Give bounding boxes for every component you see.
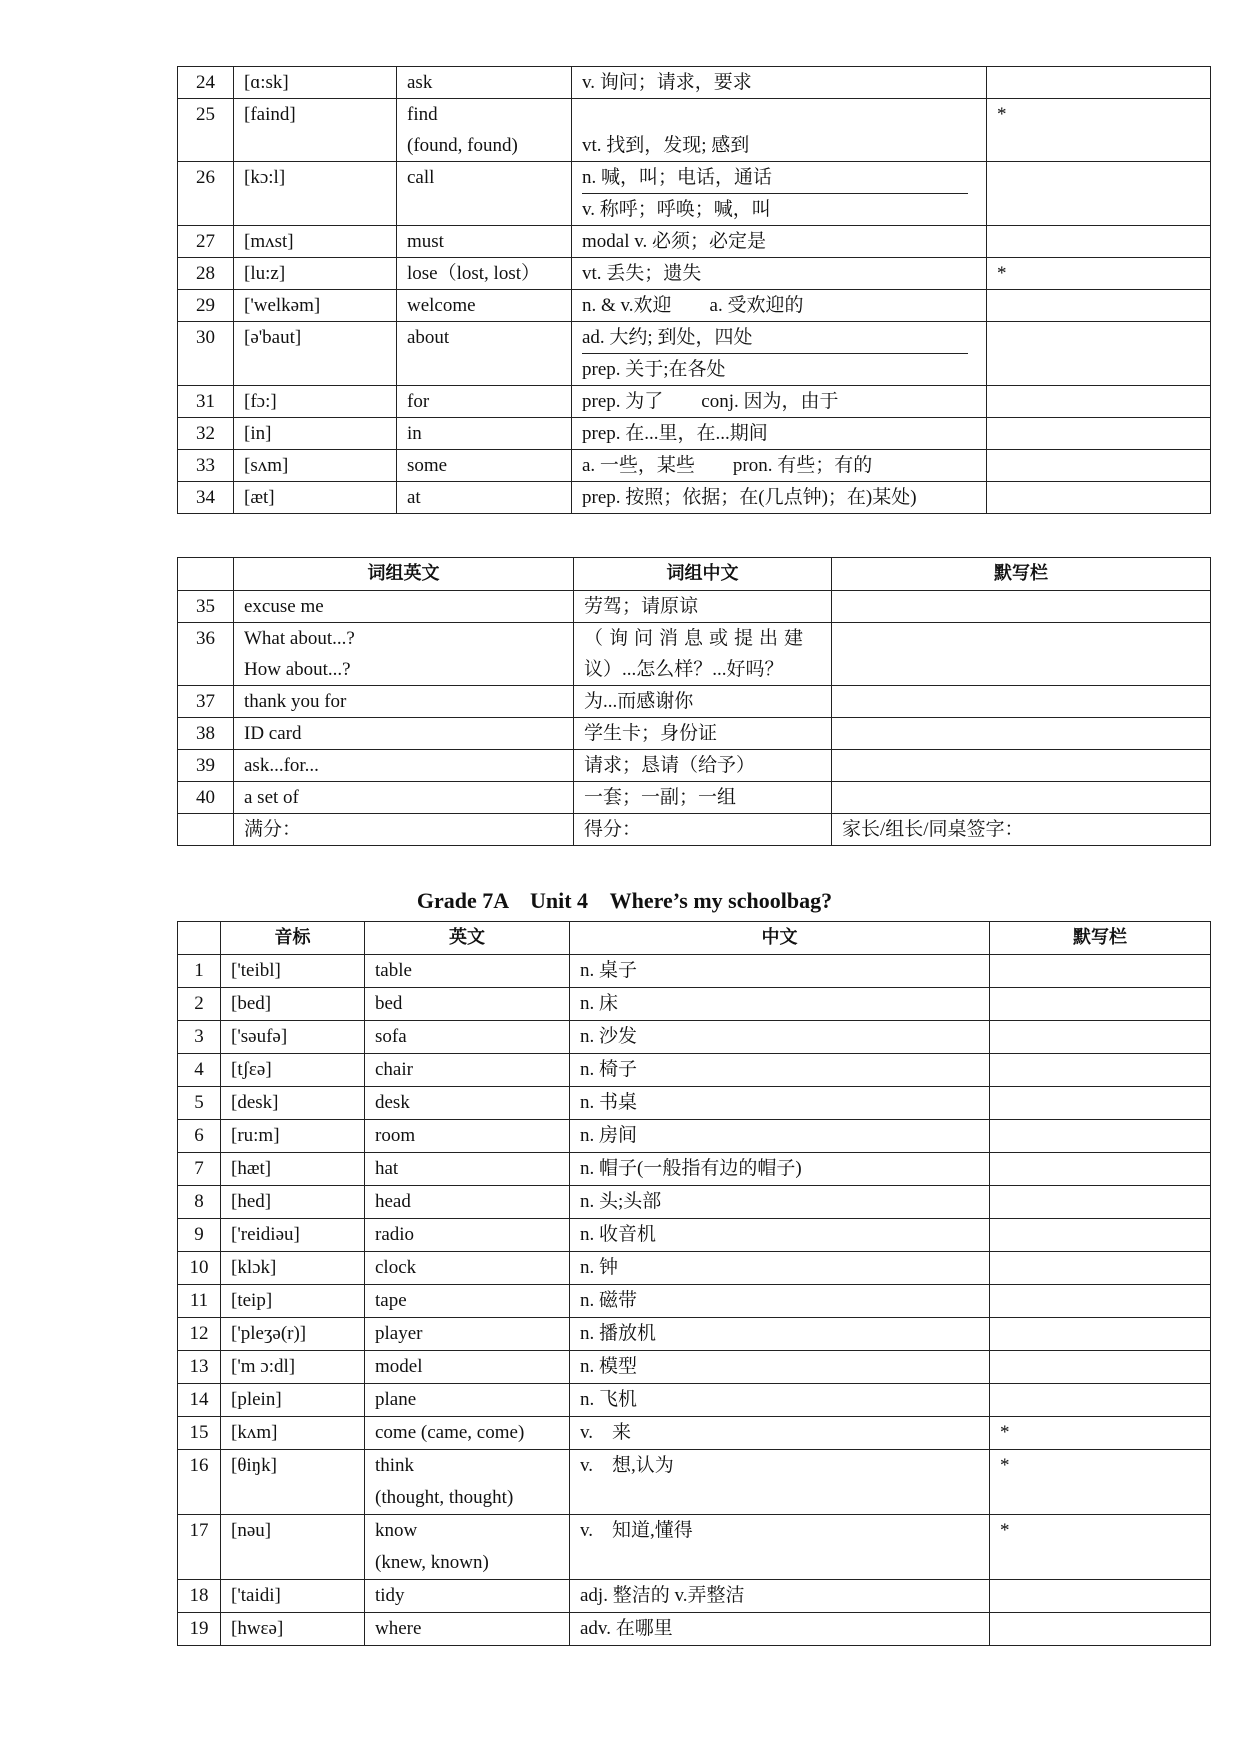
dictation-cell[interactable]: [990, 1219, 1211, 1252]
english-word: [365, 1417, 570, 1450]
phrase-line: How about...?: [244, 659, 351, 680]
dictation-cell[interactable]: [987, 162, 1211, 226]
table-row: [178, 686, 1211, 718]
word-line: head: [375, 1191, 411, 1212]
row-number: 19: [178, 1613, 221, 1646]
chinese-meaning: n. 房间: [570, 1120, 990, 1153]
word-line: hat: [375, 1158, 399, 1179]
header-chinese: 中文: [570, 922, 990, 955]
english-word: [365, 1515, 570, 1580]
table-row: [178, 1021, 1211, 1054]
phonetic: [tʃɛə]: [221, 1054, 365, 1087]
table-row: [178, 782, 1211, 814]
phonetic: [æt]: [234, 482, 397, 514]
word-line: tape: [375, 1290, 407, 1311]
phonetic: [mʌst]: [234, 226, 397, 258]
dictation-cell[interactable]: *: [990, 1417, 1211, 1450]
chinese-meaning: n. 头;头部: [570, 1186, 990, 1219]
english-word: [365, 1021, 570, 1054]
row-number: 9: [178, 1219, 221, 1252]
dictation-cell[interactable]: [832, 750, 1211, 782]
row-number: 11: [178, 1285, 221, 1318]
english-word: [365, 1120, 570, 1153]
word-line: desk: [375, 1092, 410, 1113]
dictation-cell[interactable]: [990, 1120, 1211, 1153]
table-row: [178, 226, 1211, 258]
english-word: [365, 1285, 570, 1318]
row-number: 24: [178, 67, 234, 99]
vocab-table-unit4: [177, 921, 1211, 1646]
chinese-meaning: n. 播放机: [570, 1318, 990, 1351]
english-word: [365, 1351, 570, 1384]
table-row: [178, 386, 1211, 418]
phonetic: [sʌm]: [234, 450, 397, 482]
chinese-meaning: n. 床: [570, 988, 990, 1021]
english-word: [365, 1580, 570, 1613]
row-number: 26: [178, 162, 234, 226]
word-forms: (found, found): [407, 135, 518, 156]
dictation-cell[interactable]: [832, 718, 1211, 750]
english-word: [365, 1384, 570, 1417]
word-line: tidy: [375, 1585, 405, 1606]
phonetic: [ɑ:sk]: [234, 67, 397, 99]
row-number-blank: [178, 814, 234, 846]
chinese-meaning: modal v. 必须；必定是: [572, 226, 987, 258]
table-row: [178, 1087, 1211, 1120]
dictation-cell[interactable]: [832, 686, 1211, 718]
dictation-cell[interactable]: [990, 1186, 1211, 1219]
meaning-line: prep. 关于;在各处: [582, 359, 726, 380]
word-line: (thought, thought): [375, 1487, 514, 1508]
phrase-english: a set of: [234, 782, 574, 814]
english-word: about: [397, 322, 572, 386]
dictation-cell[interactable]: [990, 1285, 1211, 1318]
meaning-line: [582, 99, 976, 130]
table-row: [178, 1384, 1211, 1417]
english-word: at: [397, 482, 572, 514]
phonetic: [kʌm]: [221, 1417, 365, 1450]
chinese-meaning: prep. 为了 conj. 因为，由于: [572, 386, 987, 418]
word-line: where: [375, 1618, 422, 1639]
chinese-meaning: a. 一些，某些 pron. 有些；有的: [572, 450, 987, 482]
table-row: [178, 955, 1211, 988]
row-number: 10: [178, 1252, 221, 1285]
table-row: [178, 1318, 1211, 1351]
meaning-line: ad. 大约; 到处，四处: [582, 322, 968, 354]
table-row: [178, 1450, 1211, 1515]
phrase-table: [177, 557, 1211, 846]
phonetic: ['taidi]: [221, 1580, 365, 1613]
vocab-table-unit3: [177, 66, 1211, 514]
chinese-meaning: n. 书桌: [570, 1087, 990, 1120]
word-line: bed: [375, 993, 403, 1014]
english-word: some: [397, 450, 572, 482]
word-line: radio: [375, 1224, 415, 1245]
phonetic: [nəu]: [221, 1515, 365, 1580]
meaning-line: n. 喊，叫；电话，通话: [582, 162, 968, 194]
table-row: [178, 1351, 1211, 1384]
english-word: [365, 1186, 570, 1219]
chinese-meaning: prep. 在...里，在...期间: [572, 418, 987, 450]
meaning-line: v. 称呼；呼唤；喊，叫: [582, 199, 771, 220]
table-row: [178, 99, 1211, 162]
chinese-meaning: n. 磁带: [570, 1285, 990, 1318]
phonetic: [bed]: [221, 988, 365, 1021]
english-word: [365, 1318, 570, 1351]
table-row: [178, 290, 1211, 322]
row-number: 6: [178, 1120, 221, 1153]
dictation-cell[interactable]: [990, 1087, 1211, 1120]
header-dictation: 默写栏: [832, 558, 1211, 591]
table-row: [178, 1186, 1211, 1219]
english-word: ask: [397, 67, 572, 99]
phonetic: [fɔ:]: [234, 386, 397, 418]
table-header-row: [178, 922, 1211, 955]
row-number: 1: [178, 955, 221, 988]
header-phrase-english: 词组英文: [234, 558, 574, 591]
row-number: 28: [178, 258, 234, 290]
row-number: 31: [178, 386, 234, 418]
chinese-meaning: [572, 322, 987, 386]
chinese-meaning: v. 想,认为: [570, 1450, 990, 1515]
row-number: 14: [178, 1384, 221, 1417]
word-line: clock: [375, 1257, 417, 1278]
phonetic: [plein]: [221, 1384, 365, 1417]
row-number: 35: [178, 591, 234, 623]
phonetic: [hwɛə]: [221, 1613, 365, 1646]
row-number: 30: [178, 322, 234, 386]
table-header-row: [178, 558, 1211, 591]
chinese-meaning: n. 椅子: [570, 1054, 990, 1087]
dictation-cell[interactable]: [990, 1351, 1211, 1384]
phrase-english: ask...for...: [234, 750, 574, 782]
dictation-cell[interactable]: [990, 1252, 1211, 1285]
dictation-cell[interactable]: *: [990, 1450, 1211, 1515]
word-line: model: [375, 1356, 423, 1377]
word-line: find: [407, 104, 438, 125]
word-line: (knew, known): [375, 1552, 489, 1573]
phrase-line: What about...?: [244, 628, 355, 649]
row-number: 29: [178, 290, 234, 322]
chinese-meaning: n. 钟: [570, 1252, 990, 1285]
dictation-cell[interactable]: [990, 1384, 1211, 1417]
chinese-meaning: vt. 丢失；遗失: [572, 258, 987, 290]
dictation-cell[interactable]: *: [987, 258, 1211, 290]
dictation-cell[interactable]: [987, 67, 1211, 99]
row-number: 13: [178, 1351, 221, 1384]
english-word: [365, 1252, 570, 1285]
table-row: [178, 1219, 1211, 1252]
phrase-english: ID card: [234, 718, 574, 750]
signature-label: 家长/组长/同桌签字：: [832, 814, 1211, 846]
dictation-cell[interactable]: [832, 591, 1211, 623]
score-row: [178, 814, 1211, 846]
chinese-meaning: n. & v.欢迎 a. 受欢迎的: [572, 290, 987, 322]
table-row: [178, 1153, 1211, 1186]
phonetic: ['reidiəu]: [221, 1219, 365, 1252]
dictation-cell[interactable]: [987, 482, 1211, 514]
dictation-cell[interactable]: [832, 623, 1211, 686]
english-word: [365, 955, 570, 988]
table-row: [178, 718, 1211, 750]
table-row: [178, 418, 1211, 450]
english-word: [365, 1153, 570, 1186]
english-word: [365, 1054, 570, 1087]
table-row: [178, 258, 1211, 290]
phonetic: [ru:m]: [221, 1120, 365, 1153]
meaning-line: vt. 找到，发现; 感到: [582, 135, 750, 156]
english-word: [365, 988, 570, 1021]
phonetic: ['səufə]: [221, 1021, 365, 1054]
table-row: [178, 1417, 1211, 1450]
table-row: [178, 1054, 1211, 1087]
table-row: [178, 1515, 1211, 1580]
table-row: [178, 988, 1211, 1021]
word-line: plane: [375, 1389, 417, 1410]
dictation-cell[interactable]: [987, 290, 1211, 322]
phonetic: [desk]: [221, 1087, 365, 1120]
table-row: [178, 1613, 1211, 1646]
phrase-chinese: 一套；一副；一组: [574, 782, 832, 814]
row-number: 38: [178, 718, 234, 750]
header-blank: [178, 922, 221, 955]
english-word: in: [397, 418, 572, 450]
row-number: 4: [178, 1054, 221, 1087]
table-row: [178, 1580, 1211, 1613]
table-row: [178, 450, 1211, 482]
phonetic: [teip]: [221, 1285, 365, 1318]
unit4-rows: [178, 955, 1211, 1646]
dictation-cell[interactable]: [990, 1318, 1211, 1351]
row-number: 3: [178, 1021, 221, 1054]
word-line: think: [375, 1455, 415, 1476]
dictation-cell[interactable]: [987, 450, 1211, 482]
row-number: 5: [178, 1087, 221, 1120]
table-row: [178, 67, 1211, 99]
unit4-title: Grade 7A Unit 4 Where’s my schoolbag?: [416, 888, 833, 913]
phrase-english: excuse me: [234, 591, 574, 623]
chinese-meaning: v. 询问；请求，要求: [572, 67, 987, 99]
phrase-chinese: 学生卡；身份证: [574, 718, 832, 750]
dictation-cell[interactable]: [990, 955, 1211, 988]
chinese-meaning: [572, 99, 987, 162]
dictation-cell[interactable]: [832, 782, 1211, 814]
chinese-meaning: n. 模型: [570, 1351, 990, 1384]
dictation-cell[interactable]: *: [990, 1515, 1211, 1580]
chinese-meaning: [572, 162, 987, 226]
phrase-chinese: 请求；恳请（给予）: [574, 750, 832, 782]
dictation-cell[interactable]: [987, 386, 1211, 418]
phrase-chinese: 劳驾；请原谅: [574, 591, 832, 623]
english-word: must: [397, 226, 572, 258]
phonetic: [ə'baut]: [234, 322, 397, 386]
chinese-meaning: n. 飞机: [570, 1384, 990, 1417]
phrase-chinese: 为...而感谢你: [574, 686, 832, 718]
english-word: lose（lost, lost）: [397, 258, 572, 290]
header-phonetic: 音标: [221, 922, 365, 955]
phrase-english: [234, 623, 574, 686]
phrase-english: thank you for: [234, 686, 574, 718]
word-line: chair: [375, 1059, 413, 1080]
phonetic: [θiŋk]: [221, 1450, 365, 1515]
header-blank: [178, 558, 234, 591]
row-number: 39: [178, 750, 234, 782]
english-word: call: [397, 162, 572, 226]
chinese-meaning: n. 帽子(一般指有边的帽子): [570, 1153, 990, 1186]
row-number: 15: [178, 1417, 221, 1450]
dictation-cell[interactable]: [990, 988, 1211, 1021]
phonetic: [faind]: [234, 99, 397, 162]
row-number: 40: [178, 782, 234, 814]
chinese-meaning: v. 来: [570, 1417, 990, 1450]
phonetic: ['m ɔ:dl]: [221, 1351, 365, 1384]
chinese-meaning: adj. 整洁的 v.弄整洁: [570, 1580, 990, 1613]
english-word: [365, 1613, 570, 1646]
table-row: [178, 1120, 1211, 1153]
dictation-cell[interactable]: [990, 1580, 1211, 1613]
row-number: 36: [178, 623, 234, 686]
row-number: 7: [178, 1153, 221, 1186]
chinese-meaning: adv. 在哪里: [570, 1613, 990, 1646]
phonetic: [klɔk]: [221, 1252, 365, 1285]
table-row: [178, 1285, 1211, 1318]
row-number: 16: [178, 1450, 221, 1515]
dictation-cell[interactable]: *: [987, 99, 1211, 162]
table-row: [178, 591, 1211, 623]
row-number: 27: [178, 226, 234, 258]
word-line: player: [375, 1323, 423, 1344]
dictation-cell[interactable]: [987, 226, 1211, 258]
row-number: 37: [178, 686, 234, 718]
row-number: 33: [178, 450, 234, 482]
word-line: know: [375, 1520, 418, 1541]
phonetic: ['pleʒə(r)]: [221, 1318, 365, 1351]
phonetic: [lu:z]: [234, 258, 397, 290]
word-line: table: [375, 960, 412, 981]
dictation-cell[interactable]: [987, 322, 1211, 386]
dictation-cell[interactable]: [990, 1021, 1211, 1054]
chinese-meaning: v. 知道,懂得: [570, 1515, 990, 1580]
english-word: welcome: [397, 290, 572, 322]
row-number: 18: [178, 1580, 221, 1613]
phrase-line: 议）...怎么样？...好吗？: [584, 659, 784, 680]
phonetic: [kɔ:l]: [234, 162, 397, 226]
english-word: [365, 1219, 570, 1252]
score-label: 得分：: [574, 814, 832, 846]
header-english: 英文: [365, 922, 570, 955]
english-word: [365, 1087, 570, 1120]
table-row: [178, 1252, 1211, 1285]
phonetic: [hed]: [221, 1186, 365, 1219]
word-line: come (came, come): [375, 1422, 525, 1443]
table-row: [178, 162, 1211, 226]
phrase-line: （询问消息或提出建: [584, 628, 810, 649]
row-number: 12: [178, 1318, 221, 1351]
table-row: [178, 623, 1211, 686]
row-number: 32: [178, 418, 234, 450]
dictation-cell[interactable]: [990, 1153, 1211, 1186]
word-line: room: [375, 1125, 416, 1146]
phrase-chinese: [574, 623, 832, 686]
chinese-meaning: n. 收音机: [570, 1219, 990, 1252]
phonetic: [hæt]: [221, 1153, 365, 1186]
row-number: 2: [178, 988, 221, 1021]
row-number: 34: [178, 482, 234, 514]
phonetic: ['welkəm]: [234, 290, 397, 322]
row-number: 25: [178, 99, 234, 162]
full-score-label: 满分：: [234, 814, 574, 846]
chinese-meaning: n. 沙发: [570, 1021, 990, 1054]
dictation-cell[interactable]: [990, 1613, 1211, 1646]
table-row: [178, 322, 1211, 386]
chinese-meaning: prep. 按照；依据；在(几点钟)；在)某处): [572, 482, 987, 514]
header-dictation: 默写栏: [990, 922, 1211, 955]
row-number: 8: [178, 1186, 221, 1219]
phonetic: [in]: [234, 418, 397, 450]
table-row: [178, 482, 1211, 514]
chinese-meaning: n. 桌子: [570, 955, 990, 988]
row-number: 17: [178, 1515, 221, 1580]
dictation-cell[interactable]: [990, 1054, 1211, 1087]
table-row: [178, 750, 1211, 782]
english-word: for: [397, 386, 572, 418]
english-word: [397, 99, 572, 162]
header-phrase-chinese: 词组中文: [574, 558, 832, 591]
english-word: [365, 1450, 570, 1515]
word-line: sofa: [375, 1026, 407, 1047]
phonetic: ['teibl]: [221, 955, 365, 988]
dictation-cell[interactable]: [987, 418, 1211, 450]
